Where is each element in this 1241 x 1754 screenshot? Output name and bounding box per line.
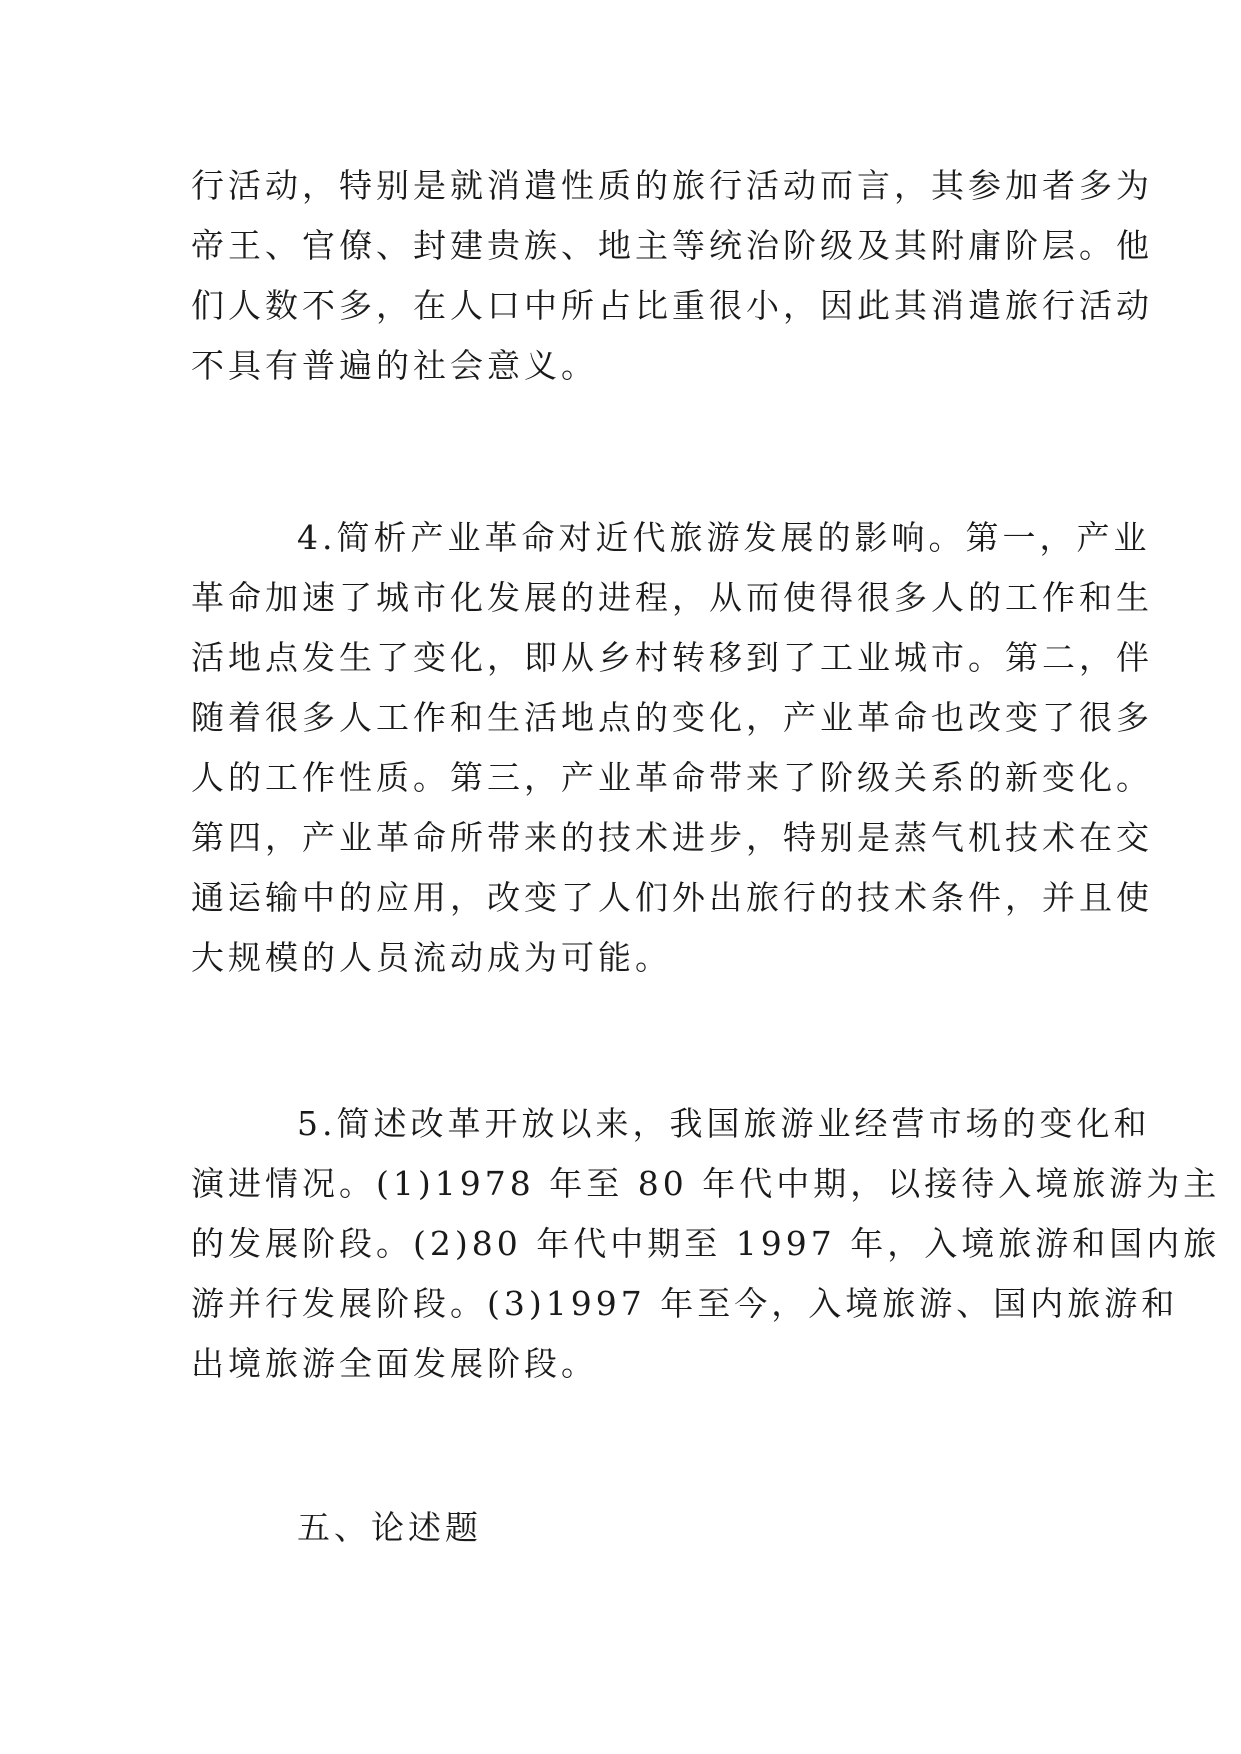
paragraph-question-4 <box>191 508 1153 988</box>
text-line-first: 5.简述改革开放以来，我国旅游业经营市场的变化和 <box>297 1104 1151 1143</box>
text-line: 的发展阶段。(2)80 年代中期至 1997 年，入境旅游和国内旅 <box>191 1224 1221 1263</box>
text-line: 革命加速了城市化发展的进程，从而使得很多人的工作和生 <box>191 578 1153 617</box>
text-line: 不具有普遍的社会意义。 <box>191 346 598 385</box>
text-line: 大规模的人员流动成为可能。 <box>191 938 672 977</box>
text-line: 演进情况。(1)1978 年至 80 年代中期，以接待入境旅游为主 <box>191 1164 1221 1203</box>
paragraph-question-5 <box>191 1094 1221 1394</box>
text-line: 出境旅游全面发展阶段。 <box>191 1344 598 1383</box>
text-line: 游并行发展阶段。(3)1997 年至今，入境旅游、国内旅游和 <box>191 1284 1179 1323</box>
text-line: 通运输中的应用，改变了人们外出旅行的技术条件，并且使 <box>191 878 1153 917</box>
text-line: 人的工作性质。第三，产业革命带来了阶级关系的新变化。 <box>191 758 1153 797</box>
text-line: 行活动，特别是就消遣性质的旅行活动而言，其参加者多为 <box>191 166 1153 205</box>
text-line: 帝王、官僚、封建贵族、地主等统治阶级及其附庸阶层。他 <box>191 226 1153 265</box>
text-line-first: 4.简析产业革命对近代旅游发展的影响。第一，产业 <box>297 518 1151 557</box>
text-line: 随着很多人工作和生活地点的变化，产业革命也改变了很多 <box>191 698 1153 737</box>
section-heading-block <box>191 1498 1071 1558</box>
text-line: 们人数不多，在人口中所占比重很小，因此其消遣旅行活动 <box>191 286 1153 325</box>
text-line: 活地点发生了变化，即从乡村转移到了工业城市。第二，伴 <box>191 638 1153 677</box>
section-heading: 五、论述题 <box>297 1508 482 1547</box>
text-line: 第四，产业革命所带来的技术进步，特别是蒸气机技术在交 <box>191 818 1153 857</box>
paragraph-leisure-travel <box>191 156 1153 396</box>
